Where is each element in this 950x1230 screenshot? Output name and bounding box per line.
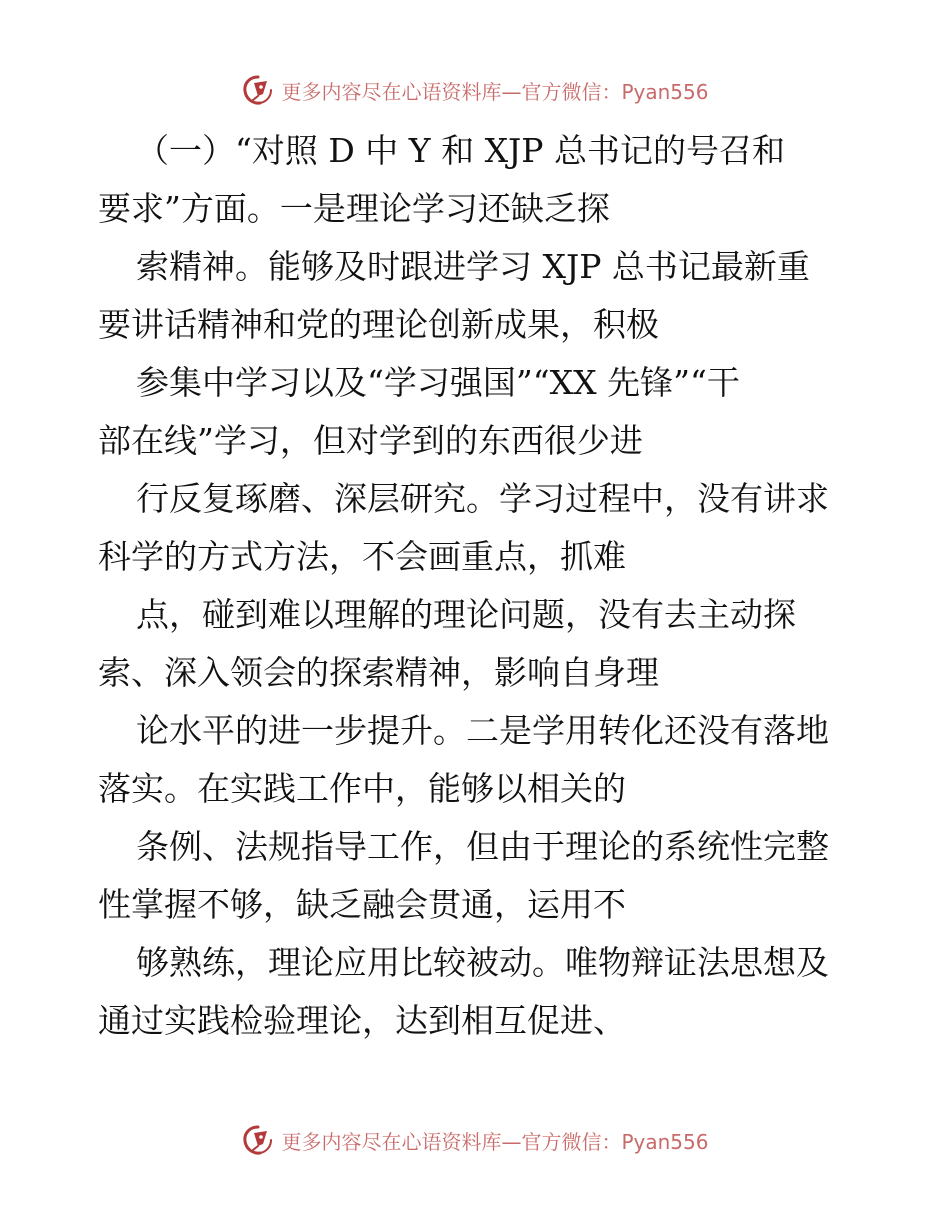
body-line: 条例、法规指导工作，但由于理论的系统性完整 xyxy=(136,827,829,866)
pen-nib-swirl-icon xyxy=(241,73,275,107)
body-line: 性掌握不够，缺乏融会贯通，运用不 xyxy=(98,885,626,924)
body-line: 索精神。能够及时跟进学习 XJP 总书记最新重 xyxy=(136,247,810,286)
body-line: 参集中学习以及“学习强国”“XX 先锋”“干 xyxy=(136,363,740,402)
footer-banner-text: 更多内容尽在心语资料库—官方微信：Pyan556 xyxy=(281,1129,709,1154)
body-line: 部在线”学习，但对学到的东西很少进 xyxy=(98,421,643,460)
body-line: 论水平的进一步提升。二是学用转化还没有落地 xyxy=(136,711,829,750)
body-line: 够熟练，理论应用比较被动。唯物辩证法思想及 xyxy=(136,943,829,982)
body-line: 点，碰到难以理解的理论问题，没有去主动探 xyxy=(136,595,796,634)
footer-banner xyxy=(0,1120,950,1160)
footer-banner-content xyxy=(241,1123,708,1157)
body-line: 落实。在实践工作中，能够以相关的 xyxy=(98,769,626,808)
body-line: 索、深入领会的探索精神，影响自身理 xyxy=(98,653,659,692)
body-line: （一）“对照 D 中 Y 和 XJP 总书记的号召和 xyxy=(136,131,785,170)
body-line: 要求”方面。一是理论学习还缺乏探 xyxy=(98,189,610,228)
header-banner xyxy=(0,70,950,110)
document-body xyxy=(98,122,858,1050)
header-banner-text: 更多内容尽在心语资料库—官方微信：Pyan556 xyxy=(281,79,709,104)
header-banner-content xyxy=(241,73,708,107)
body-line: 要讲话精神和党的理论创新成果，积极 xyxy=(98,305,659,344)
body-line: 科学的方式方法，不会画重点，抓难 xyxy=(98,537,626,576)
pen-nib-swirl-icon xyxy=(241,1123,275,1157)
body-line: 行反复琢磨、深层研究。学习过程中，没有讲求 xyxy=(136,479,829,518)
body-line: 通过实践检验理论，达到相互促进、 xyxy=(98,1001,626,1040)
